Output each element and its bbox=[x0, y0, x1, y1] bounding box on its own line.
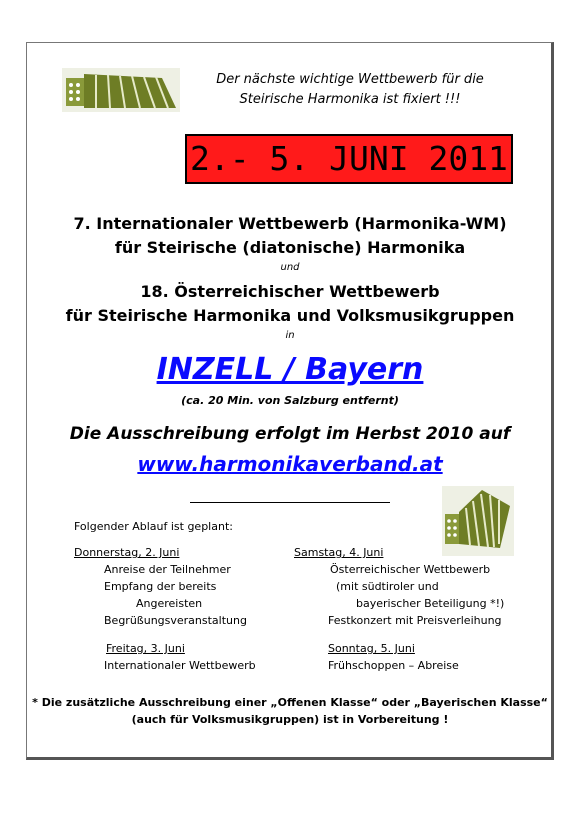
intro-line-1: Der nächste wichtige Wettbewerb für die bbox=[216, 72, 484, 87]
website-link[interactable]: www.harmonikaverband.at bbox=[137, 452, 443, 476]
divider bbox=[190, 502, 390, 503]
sunday-day: Sonntag, 5. Juni bbox=[328, 642, 415, 655]
saturday-item: (mit südtiroler und bbox=[336, 580, 439, 593]
thursday-item: Anreise der Teilnehmer bbox=[104, 563, 231, 576]
announcement: Die Ausschreibung erfolgt im Herbst 2010 auf bbox=[69, 424, 511, 444]
connector-und: und bbox=[280, 262, 300, 273]
intro-text bbox=[185, 70, 515, 110]
intro-line-2: Steirische Harmonika ist fixiert !!! bbox=[239, 92, 461, 107]
thursday-item: Empfang der bereits bbox=[104, 580, 217, 593]
connector-in: in bbox=[285, 330, 295, 341]
saturday-item: Österreichischer Wettbewerb bbox=[330, 563, 491, 576]
sunday-item: Frühschoppen – Abreise bbox=[328, 659, 459, 672]
distance-note: (ca. 20 Min. von Salzburg entfernt) bbox=[181, 394, 399, 407]
competition-1-line-1: 7. Internationaler Wettbewerb (Harmonika-WM) bbox=[73, 214, 507, 233]
footnote-line-2: (auch für Volksmusikgruppen) ist in Vorbereitung ! bbox=[131, 713, 449, 726]
schedule-heading: Folgender Ablauf ist geplant: bbox=[74, 520, 233, 533]
friday-item: Internationaler Wettbewerb bbox=[104, 659, 256, 672]
date-banner: 2.- 5. JUNI 2011 bbox=[185, 134, 513, 184]
thursday-day: Donnerstag, 2. Juni bbox=[74, 546, 180, 559]
saturday-item: Festkonzert mit Preisverleihung bbox=[328, 614, 502, 627]
footnote bbox=[30, 694, 550, 728]
competition-2-line-2: für Steirische Harmonika und Volksmusikgruppen bbox=[65, 306, 515, 325]
thursday-item: Angereisten bbox=[136, 597, 203, 610]
thursday-item: Begrüßungsveranstaltung bbox=[104, 614, 247, 627]
accordion-icon bbox=[62, 68, 180, 112]
footnote-line-1: * Die zusätzliche Ausschreibung einer „Offenen Klasse“ oder „Bayerischen Klasse“ bbox=[32, 696, 548, 709]
location-title: INZELL / Bayern bbox=[156, 352, 424, 387]
saturday-day: Samstag, 4. Juni bbox=[294, 546, 384, 559]
competition-1-line-2: für Steirische (diatonische) Harmonika bbox=[114, 238, 466, 257]
competition-2-line-1: 18. Österreichischer Wettbewerb bbox=[140, 282, 440, 301]
friday-day: Freitag, 3. Juni bbox=[106, 642, 185, 655]
saturday-item: bayerischer Beteiligung *!) bbox=[356, 597, 505, 610]
accordion-icon bbox=[442, 486, 514, 556]
